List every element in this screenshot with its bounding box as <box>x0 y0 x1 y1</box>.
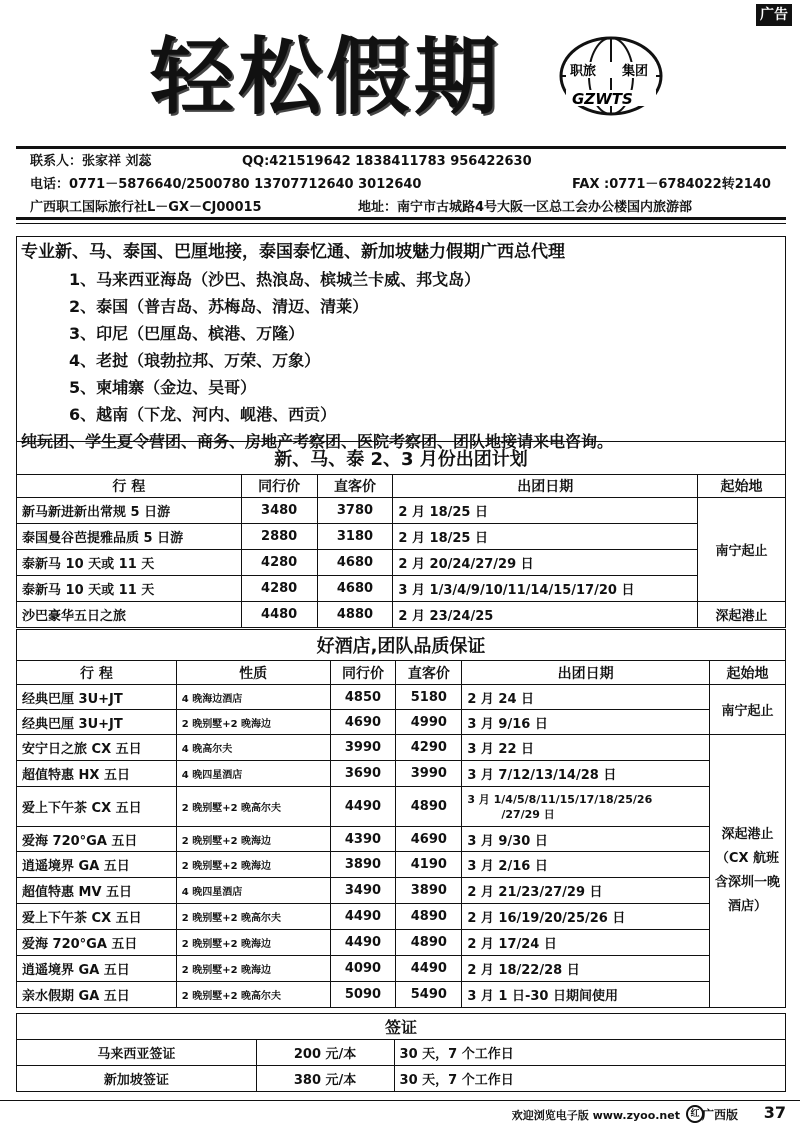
type-cell: 2 晚别墅+2 晚海边 <box>176 852 330 878</box>
table-row <box>17 930 786 956</box>
peer-price: 4280 <box>241 550 317 576</box>
visa-table <box>16 1013 786 1092</box>
peer-price: 4490 <box>330 787 396 827</box>
logo-right-text: 集团 <box>622 64 649 79</box>
footer-site: 欢迎浏览电子版 www.zyoo.net <box>511 1109 680 1122</box>
peer-price: 3490 <box>330 878 396 904</box>
dates-cell: 3 月 1 日-30 日期间使用 <box>462 982 710 1008</box>
peer-price: 4280 <box>241 576 317 602</box>
dates-line: 3 月 1/4/5/8/11/15/17/18/25/26 <box>467 792 653 806</box>
peer-price: 4490 <box>330 930 396 956</box>
peer-price: 2880 <box>241 524 317 550</box>
company-logo <box>556 34 666 118</box>
table-row <box>17 827 786 852</box>
table-row <box>17 602 786 628</box>
table-row <box>17 1066 786 1092</box>
origin-line: （CX 航班 <box>715 851 780 866</box>
phone-label: 电话： <box>30 177 70 192</box>
type-cell: 2 晚别墅+2 晚海边 <box>176 930 330 956</box>
route-cell: 超值特惠 HX 五日 <box>17 761 177 787</box>
intro-item: 4、老挝（琅勃拉邦、万荣、万象） <box>69 351 321 370</box>
footer-circle-badge: 红 <box>686 1105 704 1123</box>
hotel-header: 同行价 <box>330 661 396 685</box>
type-cell: 2 晚别墅+2 晚海边 <box>176 956 330 982</box>
table-row <box>17 735 786 761</box>
hotel-header: 出团日期 <box>462 661 710 685</box>
route-cell: 亲水假期 GA 五日 <box>17 982 177 1008</box>
plan-header: 行 程 <box>17 475 242 498</box>
table-row <box>17 852 786 878</box>
intro-item: 1、马来西亚海岛（沙巴、热浪岛、槟城兰卡威、邦戈岛） <box>69 270 481 289</box>
route-cell: 爱上下午茶 CX 五日 <box>17 904 177 930</box>
dates-cell: 2 月 17/24 日 <box>462 930 710 956</box>
route-cell: 沙巴豪华五日之旅 <box>17 602 242 628</box>
direct-price: 3990 <box>396 761 462 787</box>
dates-cell: 2 月 18/25 日 <box>393 498 698 524</box>
table-row <box>17 761 786 787</box>
route-cell: 超值特惠 MV 五日 <box>17 878 177 904</box>
fax-number: FAX :0771－6784022转2140 <box>572 177 771 192</box>
visa-time: 30 天，7 个工作日 <box>394 1040 785 1066</box>
type-cell: 4 晚四星酒店 <box>176 878 330 904</box>
peer-price: 4390 <box>330 827 396 852</box>
page-title: 轻松假期 <box>150 27 503 126</box>
hotel-header: 直客价 <box>396 661 462 685</box>
hotel-title: 好酒店,团队品质保证 <box>17 630 786 661</box>
route-cell: 新马新进新出常规 5 日游 <box>17 498 242 524</box>
direct-price: 3180 <box>317 524 393 550</box>
hotel-table <box>16 629 786 1008</box>
origin-cell <box>709 735 785 1008</box>
plan-header: 直客价 <box>317 475 393 498</box>
intro-item: 3、印尼（巴厘岛、槟港、万隆） <box>69 324 305 343</box>
type-cell: 4 晚海边酒店 <box>176 685 330 710</box>
dates-cell: 2 月 20/24/27/29 日 <box>393 550 698 576</box>
table-row <box>17 787 786 827</box>
type-cell: 2 晚别墅+2 晚海边 <box>176 827 330 852</box>
dates-cell: 2 月 18/22/28 日 <box>462 956 710 982</box>
route-cell: 爱上下午茶 CX 五日 <box>17 787 177 827</box>
dates-cell: 3 月 22 日 <box>462 735 710 761</box>
direct-price: 4190 <box>396 852 462 878</box>
type-cell: 2 晚别墅+2 晚海边 <box>176 710 330 735</box>
route-cell: 泰新马 10 天或 11 天 <box>17 550 242 576</box>
type-cell: 4 晚高尔夫 <box>176 735 330 761</box>
table-row <box>17 710 786 735</box>
direct-price: 3890 <box>396 878 462 904</box>
origin-line: 酒店） <box>727 899 767 914</box>
direct-price: 4990 <box>396 710 462 735</box>
table-row <box>17 498 786 524</box>
visa-name: 新加坡签证 <box>17 1066 257 1092</box>
dates-cell: 2 月 18/25 日 <box>393 524 698 550</box>
direct-price: 4880 <box>317 602 393 628</box>
table-row <box>17 524 786 550</box>
intro-section <box>16 236 786 451</box>
peer-price: 4690 <box>330 710 396 735</box>
logo-bottom-text: GZWTS <box>572 90 633 108</box>
dates-cell: 3 月 1/3/4/9/10/11/14/15/17/20 日 <box>393 576 698 602</box>
logo-left-text: 职旅 <box>570 64 597 79</box>
peer-price: 3990 <box>330 735 396 761</box>
direct-price: 4680 <box>317 576 393 602</box>
direct-price: 4890 <box>396 787 462 827</box>
direct-price: 4290 <box>396 735 462 761</box>
address-label: 地址： <box>358 200 398 215</box>
type-cell: 2 晚别墅+2 晚高尔夫 <box>176 982 330 1008</box>
dates-cell: 2 月 21/23/27/29 日 <box>462 878 710 904</box>
page-number: 37 <box>763 1103 786 1122</box>
divider <box>16 223 786 224</box>
dates-cell: 3 月 2/16 日 <box>462 852 710 878</box>
direct-price: 5490 <box>396 982 462 1008</box>
intro-head: 专业新、马、泰国、巴厘地接，泰国泰忆通、新加坡魅力假期广西总代理 <box>21 242 565 262</box>
direct-price: 4890 <box>396 930 462 956</box>
contacts-names: 张家祥 刘蕊 <box>82 154 152 169</box>
visa-price: 380 元/本 <box>256 1066 394 1092</box>
dates-cell <box>462 787 710 827</box>
phone-row <box>30 174 421 196</box>
table-row <box>17 685 786 710</box>
plan-table <box>16 441 786 628</box>
direct-price: 4680 <box>317 550 393 576</box>
table-row <box>17 550 786 576</box>
route-cell: 泰国曼谷芭提雅品质 5 日游 <box>17 524 242 550</box>
ad-tag: 广告 <box>756 4 792 26</box>
route-cell: 安宁日之旅 CX 五日 <box>17 735 177 761</box>
peer-price: 3690 <box>330 761 396 787</box>
intro-foot: 纯玩团、学生夏令营团、商务、房地产考察团、医院考察团、团队地接请来电咨询。 <box>21 432 614 451</box>
direct-price: 5180 <box>396 685 462 710</box>
page-footer <box>0 1100 800 1125</box>
table-row <box>17 576 786 602</box>
qq-numbers: QQ:421519642 1838411783 956422630 <box>242 154 532 169</box>
phone-numbers: 0771－5876640/2500780 13707712640 3012640 <box>69 177 422 192</box>
direct-price: 4890 <box>396 904 462 930</box>
route-cell: 爱海 720°GA 五日 <box>17 827 177 852</box>
intro-item: 6、越南（下龙、河内、岘港、西贡） <box>69 405 337 424</box>
origin-line: 深起港止 <box>721 827 774 842</box>
direct-price: 4690 <box>396 827 462 852</box>
visa-title: 签证 <box>17 1014 786 1040</box>
route-cell: 逍遥境界 GA 五日 <box>17 956 177 982</box>
origin-cell: 南宁起止 <box>709 685 785 735</box>
table-row <box>17 904 786 930</box>
intro-item: 5、柬埔寨（金边、吴哥） <box>69 378 257 397</box>
peer-price: 5090 <box>330 982 396 1008</box>
origin-line: 含深圳一晚 <box>714 875 780 890</box>
plan-title: 新、马、泰 2、3 月份出团计划 <box>17 442 786 475</box>
plan-header: 起始地 <box>698 475 786 498</box>
agency-name: 广西职工国际旅行社L－GX－CJ00015 <box>30 200 262 215</box>
peer-price: 3890 <box>330 852 396 878</box>
peer-price: 4090 <box>330 956 396 982</box>
dates-cell: 3 月 7/12/13/14/28 日 <box>462 761 710 787</box>
dates-line: /27/29 日 <box>501 807 555 821</box>
footer-edition: 广西版 <box>701 1108 738 1122</box>
type-cell: 2 晚别墅+2 晚高尔夫 <box>176 787 330 827</box>
route-cell: 经典巴厘 3U+JT <box>17 710 177 735</box>
contacts-label: 联系人： <box>30 154 83 169</box>
dates-cell: 3 月 9/16 日 <box>462 710 710 735</box>
origin-cell: 南宁起止 <box>698 498 786 602</box>
hotel-header: 行 程 <box>17 661 177 685</box>
table-row <box>17 956 786 982</box>
route-cell: 爱海 720°GA 五日 <box>17 930 177 956</box>
contacts-row <box>30 151 152 173</box>
peer-price: 4490 <box>330 904 396 930</box>
peer-price: 3480 <box>241 498 317 524</box>
type-cell: 4 晚四星酒店 <box>176 761 330 787</box>
address-row <box>358 197 692 219</box>
route-cell: 逍遥境界 GA 五日 <box>17 852 177 878</box>
route-cell: 泰新马 10 天或 11 天 <box>17 576 242 602</box>
hotel-header: 性质 <box>176 661 330 685</box>
direct-price: 3780 <box>317 498 393 524</box>
type-cell: 2 晚别墅+2 晚高尔夫 <box>176 904 330 930</box>
contact-info <box>16 146 786 220</box>
visa-time: 30 天，7 个工作日 <box>394 1066 785 1092</box>
dates-cell: 2 月 23/24/25 <box>393 602 698 628</box>
direct-price: 4490 <box>396 956 462 982</box>
plan-header: 同行价 <box>241 475 317 498</box>
table-row <box>17 982 786 1008</box>
intro-item: 2、泰国（普吉岛、苏梅岛、清迈、清莱） <box>69 297 369 316</box>
table-row <box>17 878 786 904</box>
dates-cell: 2 月 16/19/20/25/26 日 <box>462 904 710 930</box>
origin-cell: 深起港止 <box>698 602 786 628</box>
dates-cell: 2 月 24 日 <box>462 685 710 710</box>
dates-cell: 3 月 9/30 日 <box>462 827 710 852</box>
visa-name: 马来西亚签证 <box>17 1040 257 1066</box>
route-cell: 经典巴厘 3U+JT <box>17 685 177 710</box>
visa-price: 200 元/本 <box>256 1040 394 1066</box>
address-text: 南宁市古城路4号大阪一区总工会办公楼国内旅游部 <box>397 200 693 215</box>
peer-price: 4850 <box>330 685 396 710</box>
plan-header: 出团日期 <box>393 475 698 498</box>
table-row <box>17 1040 786 1066</box>
peer-price: 4480 <box>241 602 317 628</box>
hotel-header: 起始地 <box>709 661 785 685</box>
